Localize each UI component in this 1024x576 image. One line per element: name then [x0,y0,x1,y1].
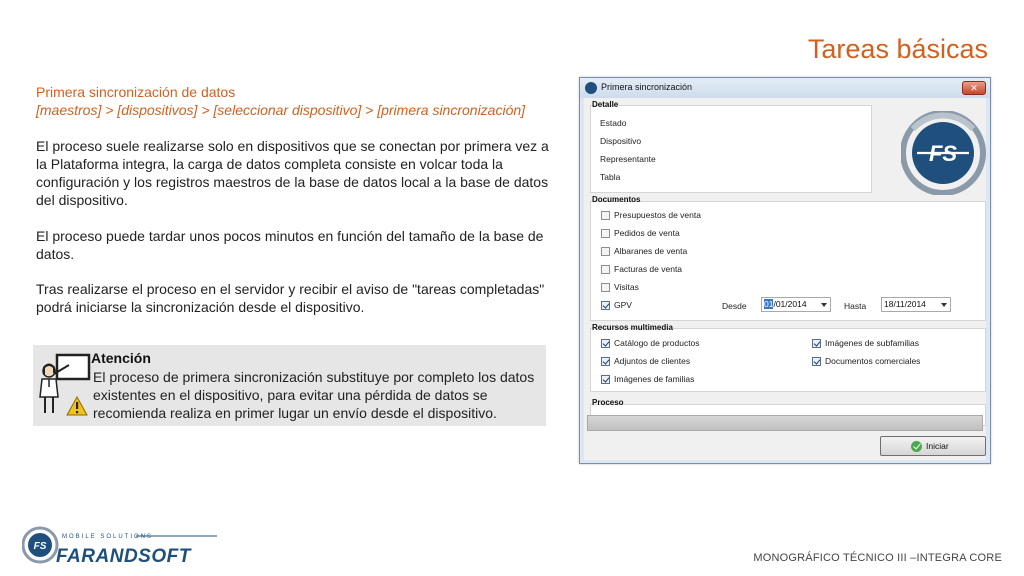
visitas-checkbox[interactable] [601,283,610,292]
visitas-label: Visitas [614,282,639,292]
footer-text: MONOGRÁFICO TÉCNICO III –INTEGRA CORE [753,552,1002,564]
documentos-comerciales-checkbox[interactable] [812,357,821,366]
detalle-dispositivo: Dispositivo [600,136,642,146]
imagenes-subfamilias-checkbox[interactable] [812,339,821,348]
presupuestos-label: Presupuestos de venta [614,210,701,220]
dialog-titlebar[interactable] [580,78,990,98]
app-icon [585,82,597,94]
proceso-title: Proceso [592,398,624,407]
logo-name: FARANDSOFT [56,546,191,567]
pedidos-checkbox[interactable] [601,229,610,238]
navigation-path: [maestros] > [dispositivos] > [seleccionar dispositivo] > [primera sincronización] [36,102,526,118]
imagenes-subfamilias-label: Imágenes de subfamilias [825,338,920,348]
desde-dropdown-icon[interactable] [821,303,827,307]
attention-title: Atención [91,350,151,366]
gpv-checkbox[interactable] [601,301,610,310]
imagenes-familias-label: Imágenes de familias [614,374,695,384]
albaranes-label: Albaranes de venta [614,246,688,256]
detalle-title: Detalle [592,100,619,109]
detalle-tabla: Tabla [600,172,621,182]
logo-tagline: MOBILE SOLUTIONS [62,534,154,540]
desde-label: Desde [722,301,747,311]
detalle-estado: Estado [600,118,627,128]
hasta-label: Hasta [844,301,867,311]
dialog-title: Primera sincronización [601,82,693,92]
hasta-date-picker[interactable] [881,297,951,312]
presupuestos-checkbox[interactable] [601,211,610,220]
paragraph-3: Tras realizarse el proceso en el servidor y recibir el aviso de "tareas completadas" podrá iniciarse la sincronización desde el dispositivo. [36,281,545,315]
iniciar-label: Iniciar [926,441,949,451]
desde-date-picker[interactable] [761,297,831,312]
facturas-label: Facturas de venta [614,264,683,274]
iniciar-button[interactable] [880,436,986,456]
detalle-group [590,105,872,193]
slide-title: Tareas básicas [807,34,988,64]
section-subtitle: Primera sincronización de datos [36,84,236,100]
catalogo-checkbox[interactable] [601,339,610,348]
documentos-comerciales-label: Documentos comerciales [825,356,921,366]
presenter-warning-icon [39,351,91,417]
imagenes-familias-checkbox[interactable] [601,375,610,384]
paragraph-2: El proceso puede tardar unos pocos minutos en función del tamaño de la base de datos. [36,228,544,262]
close-button[interactable]: ✕ [962,81,986,95]
pedidos-label: Pedidos de venta [614,228,680,238]
facturas-checkbox[interactable] [601,265,610,274]
progress-bar [587,415,983,431]
catalogo-label: Catálogo de productos [614,338,700,348]
sync-dialog [579,77,991,464]
detalle-representante: Representante [600,154,656,164]
gpv-label: GPV [614,300,632,310]
dialog-body [584,98,986,460]
attention-box [33,345,546,426]
adjuntos-label: Adjuntos de clientes [614,356,691,366]
check-icon [911,441,922,452]
desde-date-rest: /01/2014 [773,299,807,309]
paragraph-1: El proceso suele realizarse solo en dispositivos que se conectan por primera vez a la Plataforma integra, la carga de datos completa consiste en volcar toda la configuración y los registros maestros de la base de datos local a la base de datos del dispositivo. [36,138,549,208]
desde-day-selected: 01 [764,299,774,309]
attention-text: El proceso de primera sincronización substituye por completo los datos existentes en el dispositivo, para evitar una pérdida de datos se recomienda realiza en primer lugar un envío desde el dispositivo. [93,369,535,421]
multimedia-title: Recursos multimedia [592,323,673,332]
hasta-date-value: 18/11/2014 [884,299,926,309]
albaranes-checkbox[interactable] [601,247,610,256]
svg-text:FS: FS [928,141,958,166]
hasta-dropdown-icon[interactable] [941,303,947,307]
svg-text:FS: FS [33,541,47,552]
fs-logo-icon [901,111,987,195]
documentos-title: Documentos [592,195,641,204]
adjuntos-checkbox[interactable] [601,357,610,366]
farandsoft-logo [22,520,222,570]
